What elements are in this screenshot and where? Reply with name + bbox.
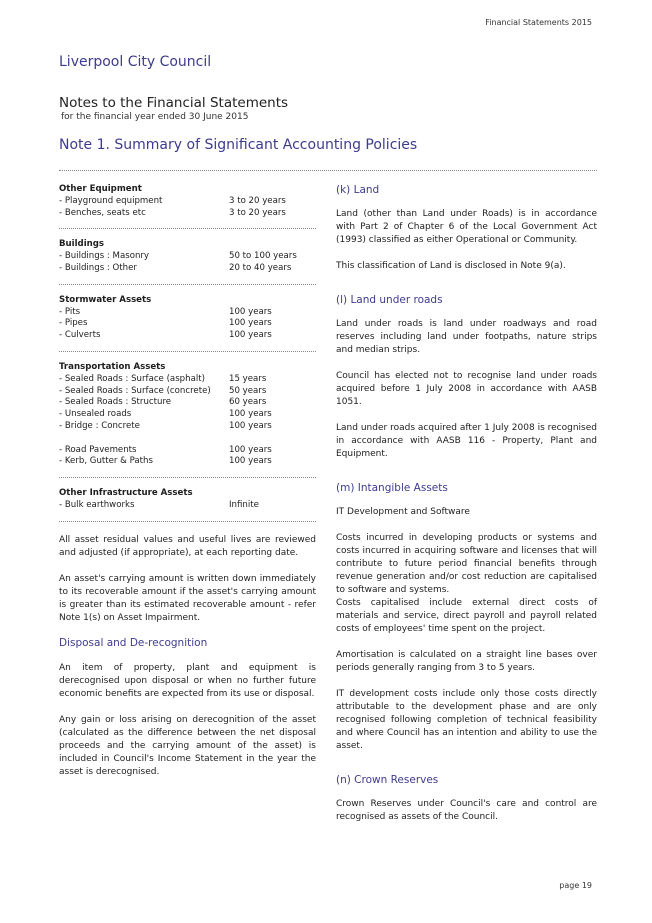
group-divider xyxy=(59,284,316,285)
paragraph-residual-values: All asset residual values and useful lives are reviewed and adjusted (if appropriate), at each reporting date. xyxy=(59,534,316,558)
paragraph-it-3: Amortisation is calculated on a straight line bases over periods generally ranging from 3 to 5 years. xyxy=(336,650,597,673)
asset-name: - Buildings : Masonry xyxy=(59,251,150,262)
group-title: Other Equipment xyxy=(59,184,142,194)
asset-group-other-infrastructure xyxy=(59,488,316,512)
asset-row xyxy=(59,445,316,457)
section-divider xyxy=(59,170,597,171)
asset-name: - Bulk earthworks xyxy=(59,499,135,510)
asset-group-transportation xyxy=(59,362,316,468)
group-divider xyxy=(59,228,316,229)
asset-name: - Sealed Roads : Surface (concrete) xyxy=(59,385,211,396)
asset-row xyxy=(59,208,316,220)
heading-land-under-roads: (l) Land under roads xyxy=(336,294,443,306)
paragraph-disposal-1: An item of property, plant and equipment is derecognised upon disposal or when no further future economic benefits are expected from its use or disposal. xyxy=(59,662,316,699)
document-title: Notes to the Financial Statements xyxy=(59,95,289,111)
page-number: page 19 xyxy=(559,881,592,890)
asset-row xyxy=(59,196,316,208)
paragraph-land-1: Land (other than Land under Roads) is in accordance with Part 2 of Chapter 6 of the Local Government Act (1993) classified as either Operational or Community. xyxy=(336,209,597,245)
asset-life: 100 years xyxy=(229,306,272,317)
asset-group-other-equipment xyxy=(59,184,316,219)
asset-life: 60 years xyxy=(229,397,267,408)
asset-name: - Unsealed roads xyxy=(59,409,132,420)
asset-name: - Pipes xyxy=(59,318,88,329)
asset-life: Infinite xyxy=(229,499,259,510)
asset-row xyxy=(59,318,316,330)
asset-life: 100 years xyxy=(229,420,272,431)
asset-row xyxy=(59,397,316,409)
note-title: Note 1. Summary of Significant Accounting Policies xyxy=(59,137,418,153)
asset-life: 50 years xyxy=(229,385,267,396)
heading-intangible-assets: (m) Intangible Assets xyxy=(336,482,448,494)
asset-name: - Pits xyxy=(59,306,81,317)
asset-row xyxy=(59,374,316,386)
asset-group-buildings xyxy=(59,239,316,274)
group-divider xyxy=(59,351,316,352)
asset-row xyxy=(59,500,316,512)
group-title: Other Infrastructure Assets xyxy=(59,488,193,499)
asset-life: 100 years xyxy=(229,409,272,420)
asset-row xyxy=(59,456,316,468)
asset-row xyxy=(59,307,316,319)
group-title: Stormwater Assets xyxy=(59,294,152,305)
heading-crown-reserves: (n) Crown Reserves xyxy=(336,774,439,786)
paragraph-disposal-2: Any gain or loss arising on derecognition of the asset (calculated as the difference between the net disposal proceeds and the carrying amount of the asset) is included in Council's Income Statement in the year the asset is derecognised. xyxy=(59,714,316,777)
paragraph-carrying-amount: An asset's carrying amount is written down immediately to its recoverable amount if the asset's carrying amount is greater than its estimated recoverable amount - refer Note 1(s) on Asset Impairment. xyxy=(59,573,316,623)
asset-row xyxy=(59,421,316,433)
asset-row xyxy=(59,330,316,342)
paragraph-it-2: Costs capitalised include external direct costs of materials and service, direct payroll and payroll related costs of employees' time spent on the project. xyxy=(336,598,597,634)
asset-row xyxy=(59,251,316,263)
asset-name: - Culverts xyxy=(59,330,101,341)
row-spacer xyxy=(59,433,316,445)
asset-life: 100 years xyxy=(229,318,272,329)
asset-name: - Sealed Roads : Surface (asphalt) xyxy=(59,373,205,384)
asset-name: - Road Pavements xyxy=(59,444,137,455)
asset-life: 100 years xyxy=(229,330,272,341)
group-title: Buildings xyxy=(59,239,105,250)
heading-land: (k) Land xyxy=(336,184,380,196)
asset-name: - Buildings : Other xyxy=(59,262,137,273)
paragraph-lur-2: Council has elected not to recognise land under roads acquired before 1 July 2008 in accordance with AASB 1051. xyxy=(336,371,597,407)
right-column xyxy=(336,184,597,824)
asset-name: - Playground equipment xyxy=(59,195,163,206)
left-column xyxy=(59,184,316,779)
paragraph-lur-1: Land under roads is land under roadways and road reserves including land under footpaths, nature strips and median strips. xyxy=(336,319,597,355)
asset-life: 3 to 20 years xyxy=(229,207,286,218)
organisation-name: Liverpool City Council xyxy=(59,54,212,70)
heading-disposal: Disposal and De-recognition xyxy=(59,636,208,649)
running-header: Financial Statements 2015 xyxy=(485,18,592,27)
paragraph-it-1: Costs incurred in developing products or systems and costs incurred in acquiring software and licenses that will contribute to future period financial benefits through revenue generation and/or cost reduction are capitalised to software and systems. xyxy=(336,533,597,595)
asset-row xyxy=(59,386,316,398)
group-title: Transportation Assets xyxy=(59,361,166,372)
asset-life: 20 to 40 years xyxy=(229,262,292,273)
group-divider xyxy=(59,477,316,478)
asset-name: - Benches, seats etc xyxy=(59,207,146,218)
asset-life: 50 to 100 years xyxy=(229,251,297,262)
asset-name: - Kerb, Gutter & Paths xyxy=(59,456,153,467)
paragraph-it-4: IT development costs include only those costs directly attributable to the development phase and are only recognised following completion of technical feasibility and where Council has an intention and ability to use the asset. xyxy=(336,689,597,751)
paragraph-crown-1: Crown Reserves under Council's care and control are recognised as assets of the Council. xyxy=(336,799,597,822)
paragraph-land-2: This classification of Land is disclosed in Note 9(a). xyxy=(336,261,566,271)
asset-life: 15 years xyxy=(229,373,267,384)
asset-life: 100 years xyxy=(229,444,272,455)
paragraph-lur-3: Land under roads acquired after 1 July 2008 is recognised in accordance with AASB 116 - Property, Plant and Equipment. xyxy=(336,423,597,459)
asset-life: 100 years xyxy=(229,456,272,467)
asset-group-stormwater xyxy=(59,295,316,342)
asset-row xyxy=(59,263,316,275)
group-divider xyxy=(59,521,316,522)
asset-row xyxy=(59,409,316,421)
document-subtitle: for the financial year ended 30 June 2015 xyxy=(61,112,249,122)
asset-life: 3 to 20 years xyxy=(229,195,286,206)
subheading-it-development: IT Development and Software xyxy=(336,507,470,517)
asset-name: - Sealed Roads : Structure xyxy=(59,397,172,408)
asset-name: - Bridge : Concrete xyxy=(59,420,140,431)
